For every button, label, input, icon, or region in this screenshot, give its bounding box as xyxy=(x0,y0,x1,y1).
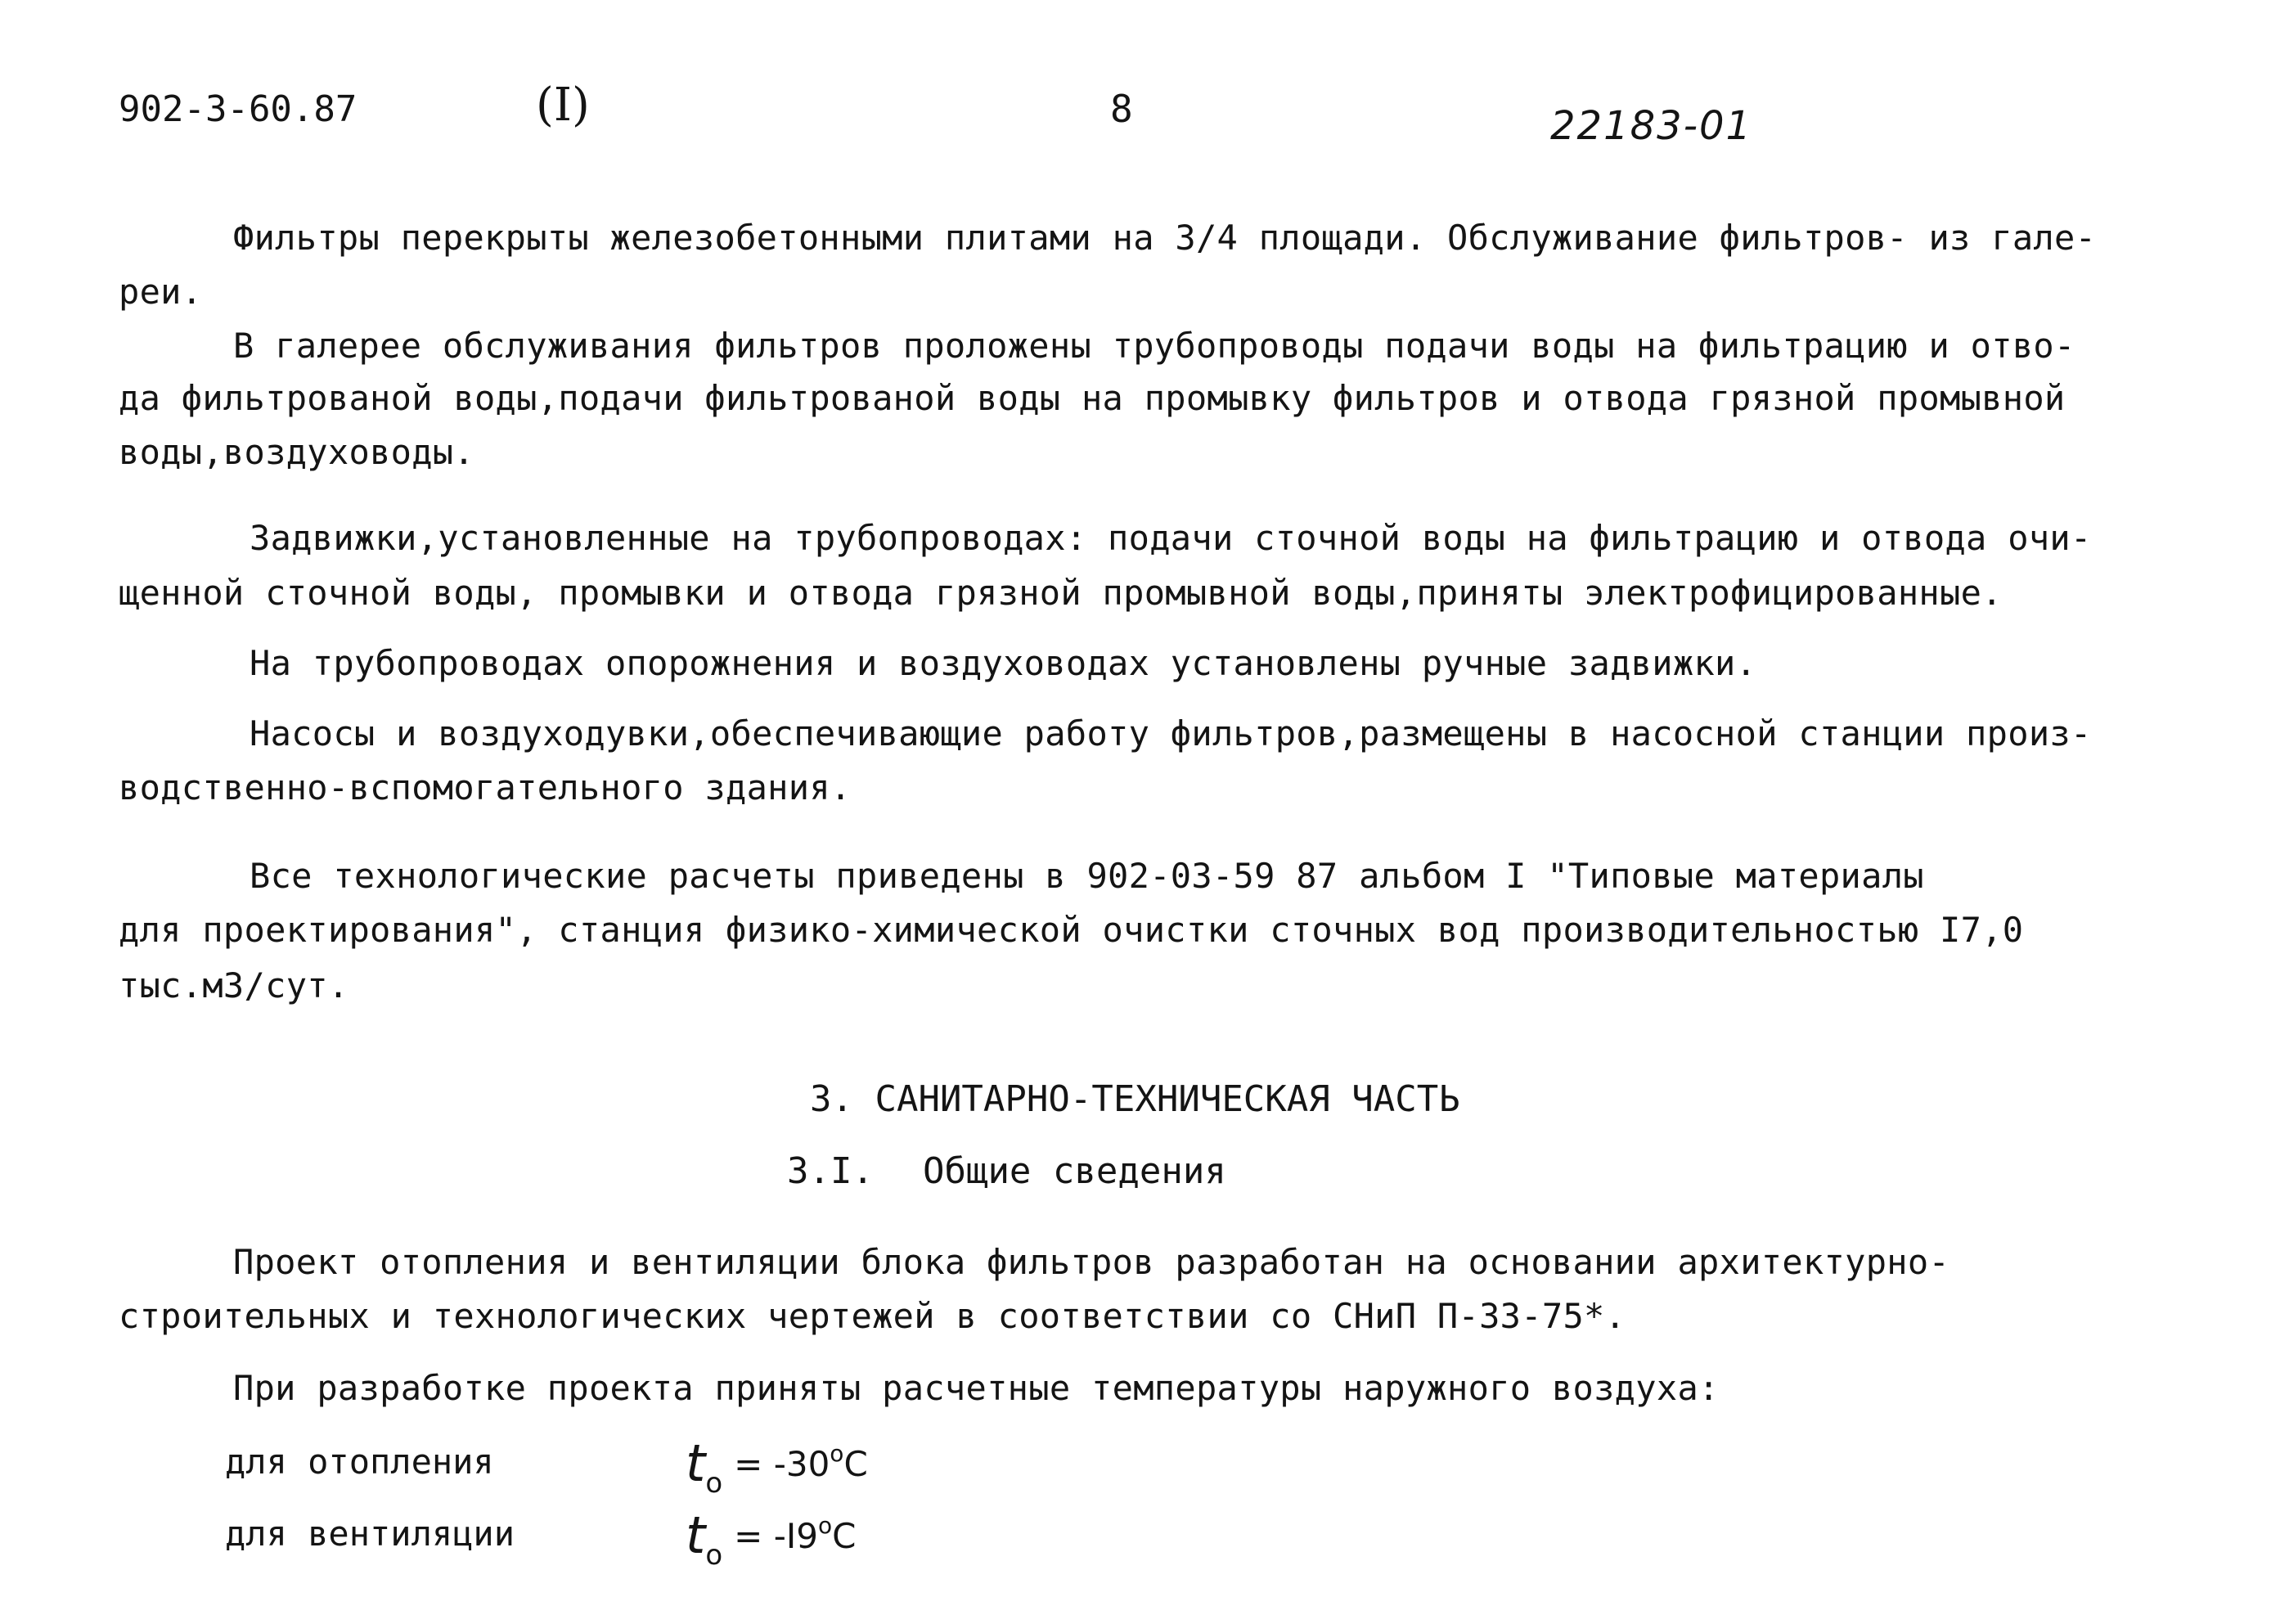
paragraph-filters-covering-line-1: Фильтры перекрыты железобетонными плитами на 3/4 площади. Обслуживание фильтров- из гале- xyxy=(233,218,2097,258)
paragraph-valves-line-2: щенной сточной воды, промывки и отвода грязной промывной воды,приняты электрофицированные. xyxy=(119,573,2003,613)
subsection-heading xyxy=(787,1150,1226,1192)
paragraph-gallery-pipes-line-3: воды,воздуховоды. xyxy=(119,432,474,472)
section-heading: 3. САНИТАРНО-ТЕХНИЧЕСКАЯ ЧАСТЬ xyxy=(810,1078,1460,1120)
temperature-value-heating: -30 xyxy=(773,1444,830,1484)
paragraph-valves-line-1: Задвижки,установленные на трубопроводах: подачи сточной воды на фильтрацию и отвода очи- xyxy=(250,518,2092,558)
paragraph-gallery-pipes-line-1: В галерее обслуживания фильтров проложены трубопроводы подачи воды на фильтрацию и отво- xyxy=(233,326,2075,366)
paragraph-manual-valves: На трубопроводах опорожнения и воздуховодах установлены ручные задвижки. xyxy=(250,643,1757,683)
paragraph-pumps-line-1: Насосы и воздуходувки,обеспечивающие работу фильтров,размещены в насосной станции произ- xyxy=(250,713,2092,754)
paragraph-calculations-line-2: для проектирования", станция физико-химической очистки сточных вод производительностью I7,0 xyxy=(119,910,2024,950)
archive-number: 22183-01 xyxy=(1550,103,1753,149)
temperature-label-ventilation: для вентиляции xyxy=(225,1514,515,1554)
paragraph-calculations-line-3: тыс.м3/сут. xyxy=(119,965,349,1005)
paragraph-filters-covering-line-2: реи. xyxy=(119,272,203,312)
paragraph-design-temperatures: При разработке проекта приняты расчетные температуры наружного воздуха: xyxy=(233,1368,1720,1408)
paragraph-pumps-line-2: водственно-вспомогательного здания. xyxy=(119,767,852,808)
subsection-title: Общие сведения xyxy=(922,1150,1226,1192)
temperature-formula-ventilation: $t_o = -I9^oC$ xyxy=(686,1505,857,1572)
paragraph-project-basis-line-1: Проект отопления и вентиляции блока фильтров разработан на основании архитектурно- xyxy=(233,1242,1950,1282)
temperature-label-heating: для отопления xyxy=(225,1442,494,1482)
page-number: 8 xyxy=(1110,87,1133,131)
sheet-mark: (I) xyxy=(536,79,590,132)
subsection-number: 3.I. xyxy=(787,1150,874,1192)
paragraph-project-basis-line-2: строительных и технологических чертежей в соответствии со СНиП П-33-75*. xyxy=(119,1296,1626,1336)
temperature-value-ventilation: -I9 xyxy=(773,1516,818,1556)
paragraph-gallery-pipes-line-2: да фильтрованой воды,подачи фильтрованой воды на промывку фильтров и отвода грязной промывной xyxy=(119,378,2066,418)
document-code: 902-3-60.87 xyxy=(119,88,358,130)
paragraph-calculations-line-1: Все технологические расчеты приведены в 902-03-59 87 альбом I "Типовые материалы xyxy=(250,856,1924,896)
temperature-formula-heating: $t_o = -30^oC$ xyxy=(686,1433,868,1500)
